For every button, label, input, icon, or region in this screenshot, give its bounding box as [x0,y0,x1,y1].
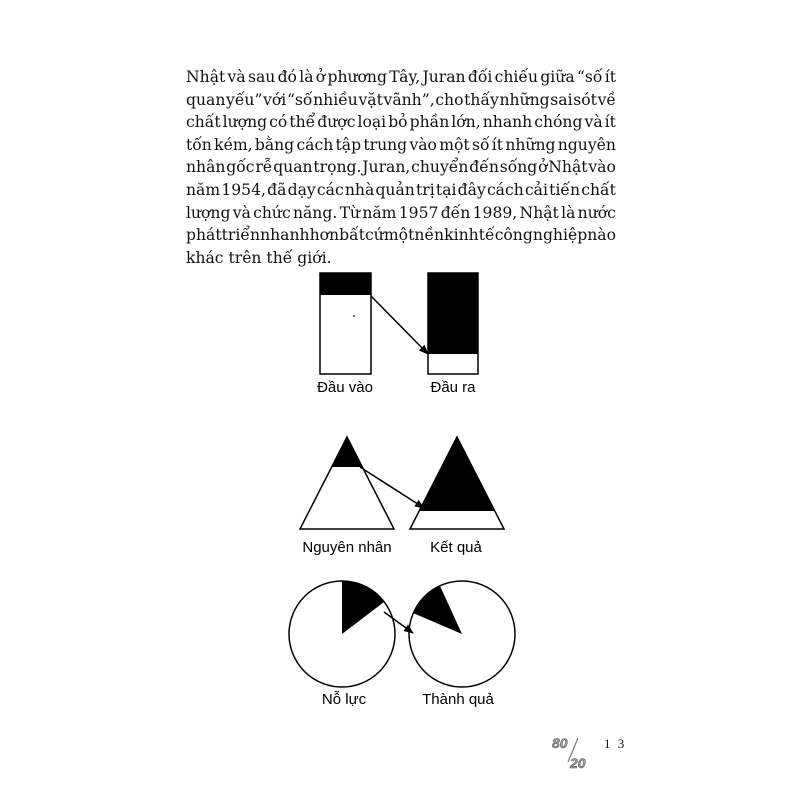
triangles-diagram [300,437,504,556]
rectangles-right-label: Đầu ra [430,379,476,396]
cause-triangle-shaded-tip [332,437,362,467]
paragraph-line: nhân gốc rễ quan trọng. Juran, chuyển đến sống ở Nhật vào [186,158,616,177]
paragraph-line: Nhật và sau đó là ở phương Tây, Juran đối chiếu giữa “số ít [186,68,616,86]
paragraph-line: lượng và chức năng. Từ năm 1957 đến 1989, Nhật là nước [186,203,616,222]
paragraph-line: phát triển nhanh hơn bất cứ một nền kinh tế công nghiệp nào [186,226,616,245]
rectangles-left-label: Đầu vào [317,379,373,396]
paragraph-line: năm 1954, đã dạy các nhà quản trị tại đây cách cải tiến chất [186,180,616,199]
paragraph-line: chất lượng có thể được loại bỏ phần lớn, nhanh chóng và ít [186,113,616,132]
logo-top-text: 80 [552,735,568,751]
triangles-left-label: Nguyên nhân [302,539,392,556]
rectangles-arrow [371,296,428,354]
circles-diagram [289,581,515,708]
output-rectangle-shaded [428,273,478,354]
circles-left-label: Nỗ lực [321,691,367,708]
paragraph-line: khác trên thế giới. [186,248,332,267]
triangles-right-label: Kết quả [430,539,482,556]
effect-triangle-shaded [419,437,495,511]
rectangles-diagram [317,273,478,396]
book-logo-80-20 [548,732,598,772]
circles-right-label: Thành quả [422,691,494,708]
logo-bottom-text: 20 [570,755,586,771]
paragraph-line: quan yếu” với “số nhiều vặt vãnh”, cho thấy những sai sót về [186,90,616,109]
page-number: 1 3 [604,736,627,751]
paragraph-line: tốn kém, bằng cách tập trung vào một số ít những nguyên [186,135,616,154]
input-rectangle-dot [353,315,355,317]
input-rectangle-shaded-top [320,273,371,295]
